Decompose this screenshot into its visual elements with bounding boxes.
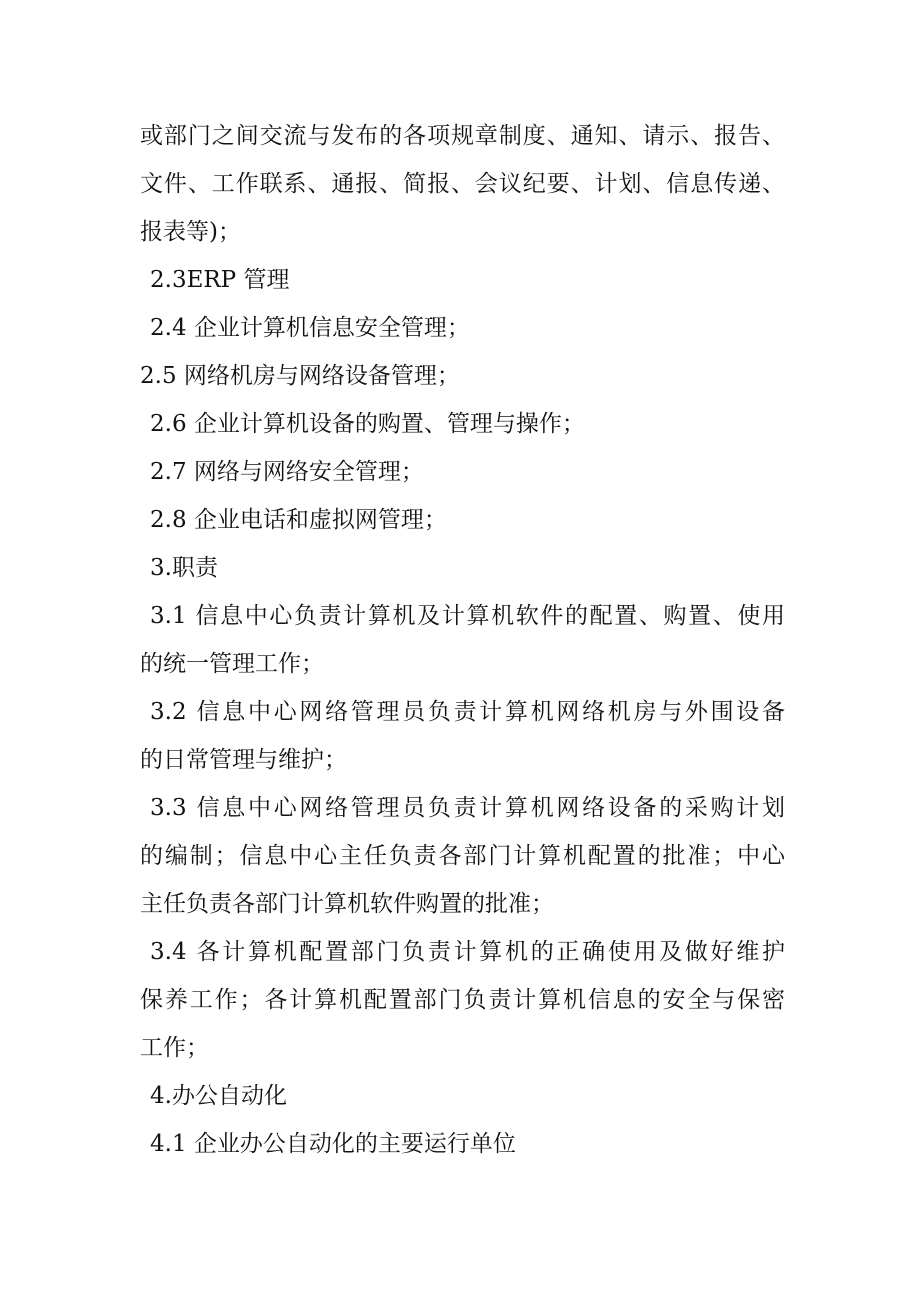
- section-item-2-3: 2.3ERP 管理: [150, 267, 290, 293]
- text-line: 文件、工作联系、通报、简报、会议纪要、计划、信息传递、: [140, 171, 785, 197]
- text-line: 工作；: [140, 1035, 209, 1061]
- text-line: 保养工作；各计算机配置部门负责计算机信息的安全与保密: [140, 987, 785, 1013]
- section-item-2-7: 2.7 网络与网络安全管理；: [150, 459, 424, 485]
- section-item-3-3: 3.3 信息中心网络管理员负责计算机网络设备的采购计划: [150, 795, 785, 821]
- text-line: 的编制；信息中心主任负责各部门计算机配置的批准；中心: [140, 843, 785, 869]
- text-line: 或部门之间交流与发布的各项规章制度、通知、请示、报告、: [140, 123, 785, 149]
- section-item-3-1: 3.1 信息中心负责计算机及计算机软件的配置、购置、使用: [150, 603, 785, 629]
- section-item-3-4: 3.4 各计算机配置部门负责计算机的正确使用及做好维护: [150, 939, 785, 965]
- section-item-2-6: 2.6 企业计算机设备的购置、管理与操作；: [150, 411, 585, 437]
- text-line: 报表等)；: [140, 219, 241, 245]
- section-item-2-5: 2.5 网络机房与网络设备管理；: [140, 363, 460, 389]
- document-body: [140, 112, 785, 1168]
- section-item-2-8: 2.8 企业电话和虚拟网管理；: [150, 507, 447, 533]
- section-item-2-4: 2.4 企业计算机信息安全管理；: [150, 315, 470, 341]
- section-item-4-1: 4.1 企业办公自动化的主要运行单位: [150, 1131, 516, 1157]
- text-line: 主任负责各部门计算机软件购置的批准；: [140, 891, 554, 917]
- section-item-3-2: 3.2 信息中心网络管理员负责计算机网络机房与外围设备: [150, 699, 785, 725]
- section-heading-3: 3.职责: [150, 555, 218, 581]
- section-heading-4: 4.办公自动化: [150, 1083, 287, 1109]
- text-line: 的日常管理与维护；: [140, 747, 347, 773]
- text-line: 的统一管理工作；: [140, 651, 324, 677]
